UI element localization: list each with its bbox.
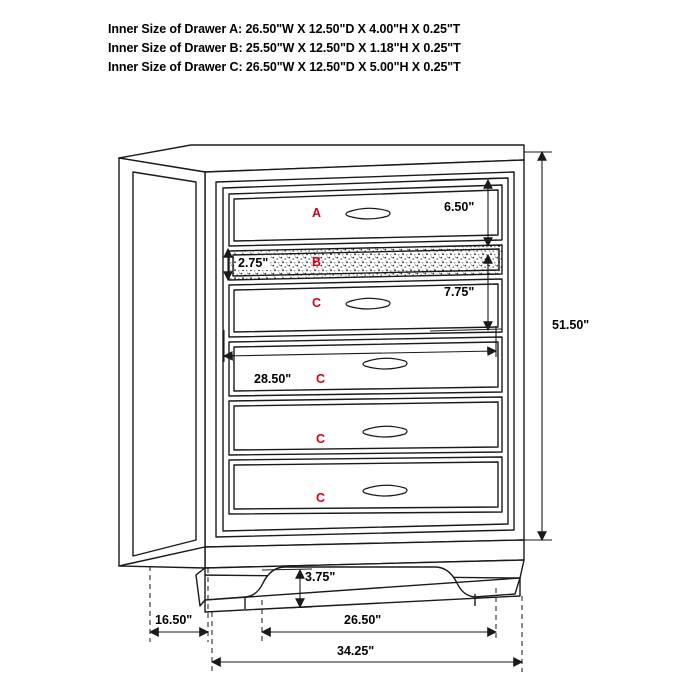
drawer-label-b: B — [312, 255, 322, 269]
dim-label-drawer-width: 28.50" — [254, 372, 292, 386]
drawer-label-c3: C — [316, 432, 326, 446]
dim-label-base-depth: 16.50" — [155, 613, 193, 627]
drawer-label-c1: C — [312, 296, 322, 310]
dim-label-total-width: 34.25" — [337, 644, 375, 658]
drawer-label-c2: C — [316, 372, 326, 386]
dim-label-drawer-a-height: 6.50" — [444, 200, 475, 214]
dim-label-leg-height: 3.75" — [305, 570, 336, 584]
dim-label-base-inner-width: 26.50" — [344, 613, 382, 627]
drawer-label-c4: C — [316, 491, 326, 505]
dim-label-drawer-c-height: 7.75" — [444, 285, 475, 299]
drawer-spec-a: Inner Size of Drawer A: 26.50"W X 12.50"D X 4.00"H X 0.25"T — [108, 22, 461, 36]
drawer-spec-b: Inner Size of Drawer B: 25.50"W X 12.50"D X 1.18"H X 0.25"T — [108, 41, 461, 55]
dim-label-drawer-b-height: 2.75" — [238, 256, 269, 270]
drawer-spec-c: Inner Size of Drawer C: 26.50"W X 12.50"D X 5.00"H X 0.25"T — [108, 60, 461, 74]
drawer-label-a: A — [312, 206, 322, 220]
dim-label-total-height: 51.50" — [552, 318, 590, 332]
